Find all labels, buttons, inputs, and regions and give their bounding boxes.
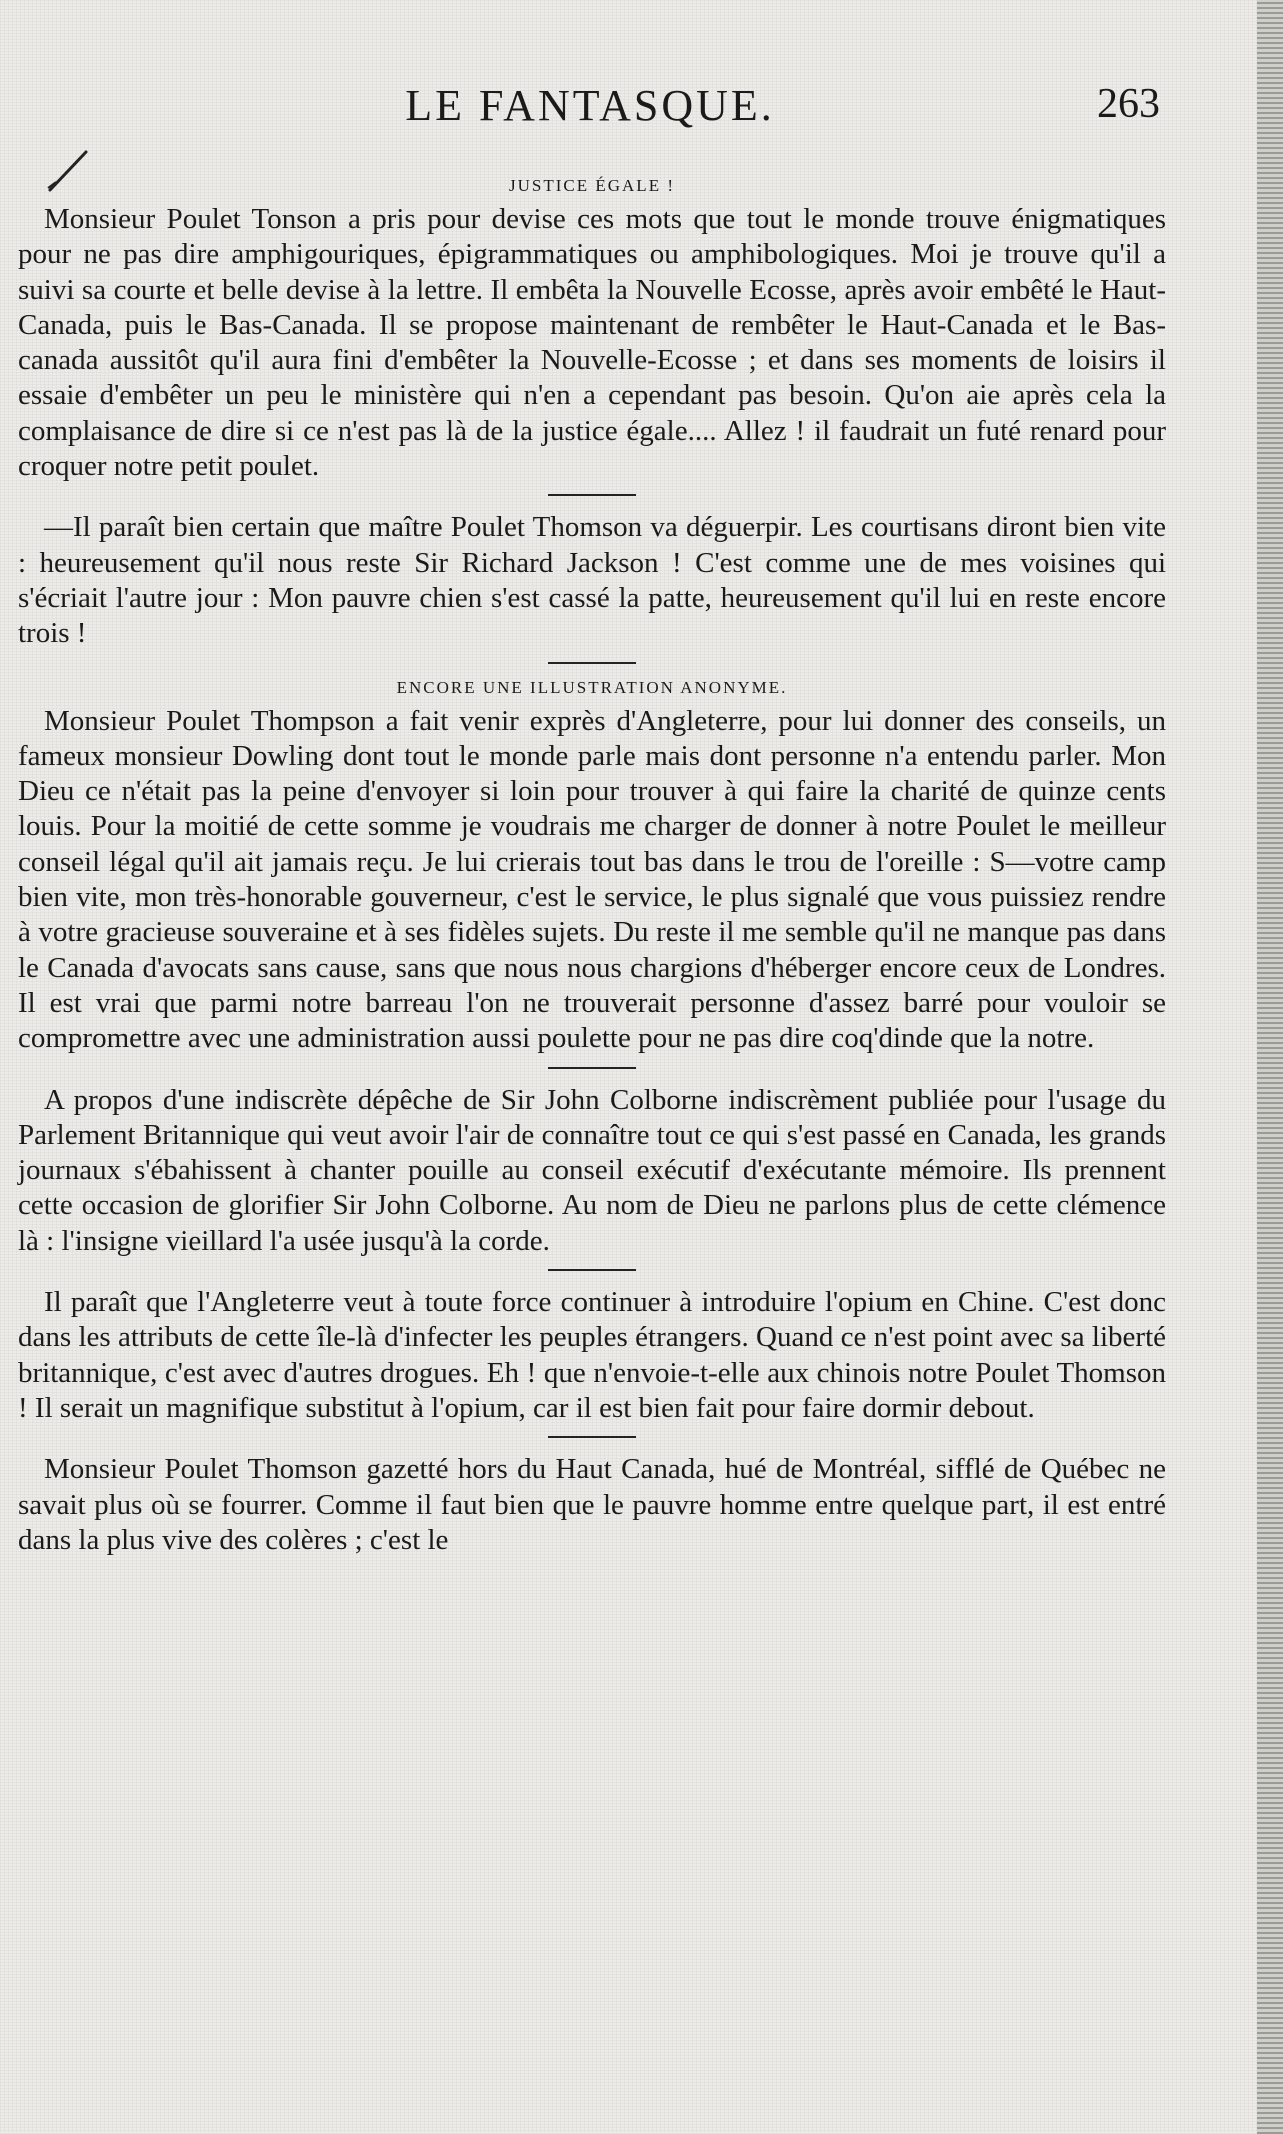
article-paragraph: Monsieur Poulet Tonson a pris pour devise ces mots que tout le monde trouve énigmatiques pour ne pas dire amphigouriques, épigrammatiques ou amphibologiques. Moi je trouve qu'il a suivi sa courte et belle devise à la lettre. Il embêta la Nouvelle Ecosse, après avoir embêté le Haut-Canada, puis le Bas-Canada. Il se propose maintenant de rembêter le Haut-Canada et le Bas-canada aussitôt qu'il aura fini d'embêter la Nouvelle-Ecosse ; et dans ses moments de loisirs il essaie d'embêter un peu le ministère qui n'en a cependant pas besoin. Qu'on aie après cela la complaisance de dire si ce n'est pas là de la justice égale.... Allez ! il faudrait un futé renard pour croquer notre petit poulet. bbox=[18, 203, 1166, 483]
article-paragraph: Il paraît que l'Angleterre veut à toute force continuer à introduire l'opium en Chine. C'est donc dans les attributs de cette île-là d'infecter les peuples étrangers. Quand ce n'est point avec sa liberté britannique, c'est avec d'autres drogues. Eh ! que n'envoie-t-elle aux chinois notre Poulet Thomson ! Il serait un magnifique substitut à l'opium, car il est bien fait pour faire dormir debout. bbox=[18, 1286, 1166, 1424]
section-divider bbox=[548, 1269, 636, 1271]
article-paragraph: A propos d'une indiscrète dépêche de Sir John Colborne indiscrèment publiée pour l'usage du Parlement Britannique qui veut avoir l'air de connaître tout ce qui s'est passé en Canada, les grands journaux s'ébahissent à chanter pouille au conseil exécutif d'exécutante mémoire. Ils prennent cette occasion de glorifier Sir John Colborne. Au nom de Dieu ne parlons plus de cette clémence là : l'insigne vieillard l'a usée jusqu'à la corde. bbox=[18, 1083, 1166, 1257]
article-column bbox=[18, 176, 1166, 1558]
section-divider bbox=[548, 494, 636, 496]
section-divider bbox=[548, 1067, 636, 1069]
section-divider bbox=[548, 1436, 636, 1438]
article-paragraph: —Il paraît bien certain que maître Poulet Thomson va déguerpir. Les courtisans diront bien vite : heureusement qu'il nous reste Sir Richard Jackson ! C'est comme une de mes voisines qui s'écriait l'autre jour : Mon pauvre chien s'est cassé la patte, heureusement qu'il lui en reste encore trois ! bbox=[18, 511, 1166, 650]
article-paragraph: Monsieur Poulet Thomson gazetté hors du Haut Canada, hué de Montréal, sifflé de Québec ne savait plus où se fourrer. Comme il faut bien que le pauvre homme entre quelque part, il est entré dans la plus vive des colères ; c'est le bbox=[18, 1453, 1166, 1556]
section-divider bbox=[548, 662, 636, 664]
page-number: 263 bbox=[1097, 81, 1160, 127]
page-edge bbox=[1257, 0, 1283, 2134]
page-header bbox=[20, 80, 1160, 140]
article-paragraph: Monsieur Poulet Thompson a fait venir exprès d'Angleterre, pour lui donner des conseils, un fameux monsieur Dowling dont tout le monde parle mais dont personne n'a entendu parler. Mon Dieu ce n'était pas la peine d'envoyer si loin pour trouver à qui faire la charité de quinze cents louis. Pour la moitié de cette somme je voudrais me charger de donner à notre Poulet le meilleur conseil légal qu'il ait jamais reçu. Je lui crierais tout bas dans le trou de l'oreille : S—votre camp bien vite, mon très-honorable gouverneur, c'est le service, le plus signalé que vous puissiez rendre à votre gracieuse souveraine et à ses fidèles sujets. Du reste il me semble qu'il ne manque pas dans le Canada d'avocats sans cause, sans que nous nous chargions d'héberger encore ceux de Londres. Il est vrai que parmi notre barreau l'on ne trouverait personne d'assez barré pour vouloir se compromettre avec une administration aussi poulette pour ne pas dire coq'dinde que la notre. bbox=[18, 704, 1166, 1055]
section-heading-justice-egale: JUSTICE ÉGALE ! bbox=[509, 176, 675, 195]
section-heading-illustration-anonyme: ENCORE UNE ILLUSTRATION ANONYME. bbox=[396, 677, 788, 697]
running-title: LE FANTASQUE. bbox=[405, 81, 775, 130]
